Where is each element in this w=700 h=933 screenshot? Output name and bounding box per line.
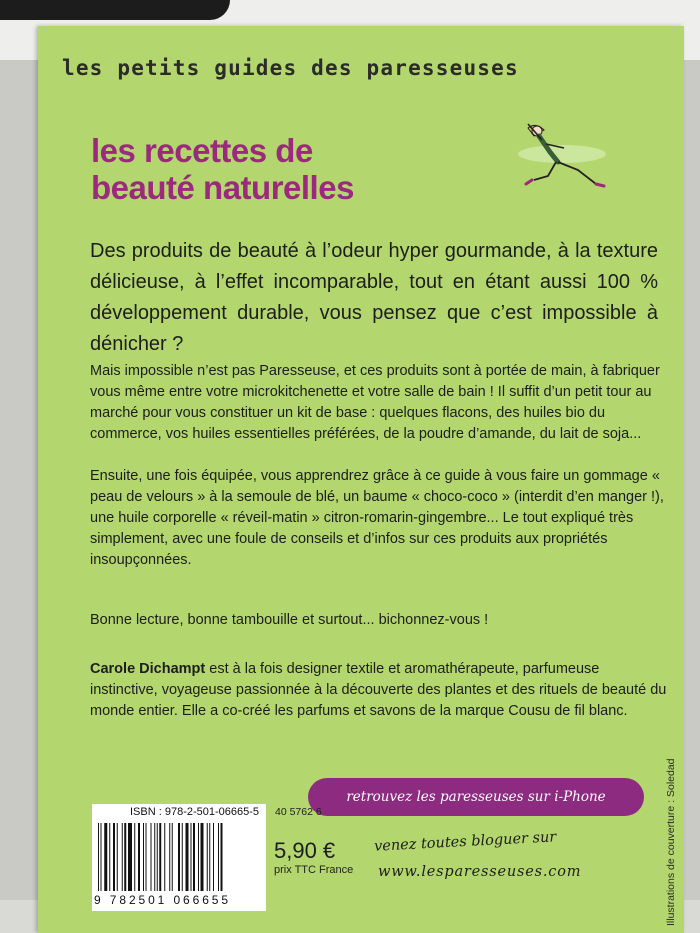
illustration-credit-text: Illustrations de couverture : Soledad [665, 758, 677, 926]
dancing-woman-illustration [506, 118, 616, 198]
illustration-credit [665, 736, 679, 926]
iphone-banner: retrouvez les paresseuses sur i-Phone [308, 778, 644, 816]
barcode-box [92, 804, 266, 911]
background-dark-object [0, 0, 230, 20]
blog-invite: venez toutes bloguer sur [373, 829, 557, 855]
price-note: prix TTC France [274, 864, 354, 876]
author-bio [90, 659, 668, 722]
author-name: Carole Dichampt [90, 661, 206, 677]
ean-digits: 9 782501 066655 [94, 893, 231, 907]
price: 5,90 € [274, 838, 336, 863]
book-title-line1: les recettes de [91, 132, 313, 169]
body-paragraph-3: Bonne lecture, bonne tambouille et surtout... bichonnez-vous ! [90, 612, 489, 628]
barcode [98, 823, 260, 891]
book-title [91, 132, 354, 206]
lead-paragraph: Des produits de beauté à l’odeur hyper gourmande, à la texture délicieuse, à l’effet incomparable, tout en étant aussi 100 % développement durable, vous pensez que c’est impossible à dénicher ? [90, 240, 658, 355]
isbn-label: ISBN : 978-2-501-06665-5 [130, 806, 260, 818]
book-title-line2: beauté naturelles [91, 169, 354, 206]
body-paragraph-1: Mais impossible n’est pas Paresseuse, et ces produits sont à portée de main, à fabriquer vous même entre votre microkitchenette et votre salle de bain ! Il suffit d’un petit tour au marché pour vous constituer un kit de base : quelques flacons, des huiles bio du commerce, vos huiles essentielles préférées, de la poudre d’amande, du lait de soja... [90, 363, 660, 442]
author-bio-text: est à la fois designer textile et aromathérapeute, parfumeuse instinctive, voyageuse passionnée à la découverte des plantes et des rituels de beauté du monde entier. Elle a co-créé les parfums et savons de la marque Cousu de fil blanc. [90, 661, 667, 719]
blog-url: www.lesparesseuses.com [378, 864, 582, 880]
body-paragraph-2: Ensuite, une fois équipée, vous apprendrez grâce à ce guide à vous faire un gommage « peau de velours » à la semoule de blé, un baume « choco-coco » (interdit d’en manger !), une huile corporelle « réveil-matin » citron-romarin-gingembre... Le tout expliqué très simplement, avec une foule de conseils et d’infos sur ces produits aux propriétés insoupçonnées. [90, 468, 664, 568]
book-back-cover [38, 26, 684, 933]
series-title: les petits guides des paresseuses [62, 56, 519, 80]
product-code: 40 5762 6 [275, 806, 322, 818]
